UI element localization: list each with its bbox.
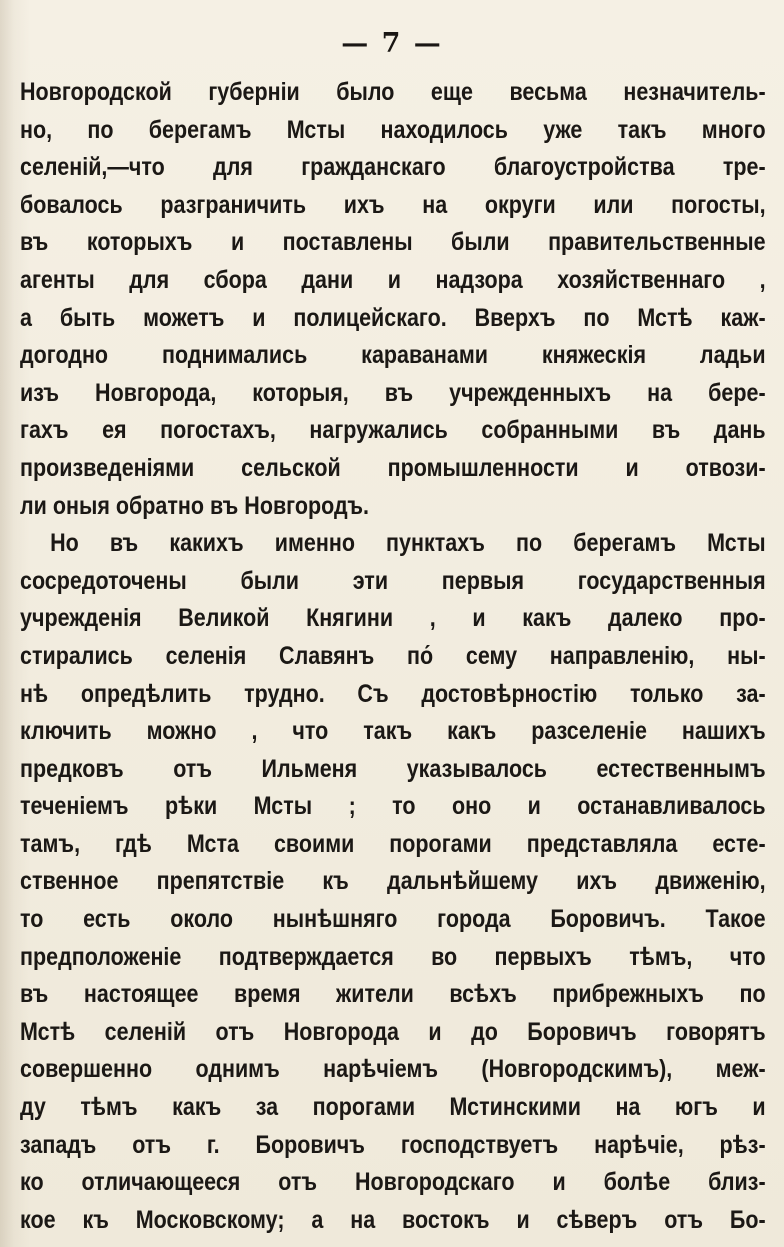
text-line: Новгородской губерніи было еще весьма незначитель- [20, 78, 766, 106]
text-line: въ которыхъ и поставлены были правительственные [20, 228, 766, 257]
text-line: но, по берегамъ Мсты находилось уже такъ много [20, 115, 766, 144]
text-line: учрежденія Великой Княгини , и какъ далеко про- [20, 604, 766, 633]
text-line: ключить можно , что такъ какъ разселеніе нашихъ [20, 717, 766, 746]
paragraph-1 [20, 74, 766, 525]
text-line: сосредоточены были эти первыя государственныя [20, 566, 766, 595]
text-line: ду тѣмъ какъ за порогами Мстинскими на югъ и [20, 1093, 766, 1122]
text-line: Мстѣ селеній отъ Новгорода и до Боровичъ говорятъ [20, 1017, 766, 1046]
text-line: ственное препятствіе къ дальнѣйшему ихъ движенію, [20, 867, 766, 896]
text-line: произведеніями сельской промышленности и отвози- [20, 453, 766, 482]
text-line: Но въ какихъ именно пунктахъ по берегамъ Мсты [50, 529, 766, 558]
paragraph-2 [20, 525, 766, 1239]
text-line: гахъ ея погостахъ, нагружались собранными въ дань [20, 416, 766, 445]
text-line: селеній,—что для гражданскаго благоустройства тре- [20, 153, 766, 182]
page-number: — 7 — [341, 28, 443, 59]
text-line: западъ отъ г. Боровичъ господствуетъ нарѣчіе, рѣз- [20, 1130, 766, 1159]
text-line: нѣ опредѣлить трудно. Съ достовѣрностію только за- [20, 679, 766, 708]
text-line: догодно поднимались караванами княжескія ладьи [20, 341, 766, 370]
text-line: предковъ отъ Ильменя указывалось естественнымъ [20, 754, 766, 783]
text-line: изъ Новгорода, которыя, въ учрежденныхъ на бере- [20, 378, 766, 407]
text-line: кое къ Московскому; а на востокъ и сѣверъ отъ Бо- [20, 1205, 766, 1234]
text-line: тамъ, гдѣ Мста своими порогами представляла есте- [20, 829, 766, 858]
text-line: то есть около нынѣшняго города Боровичъ. Такое [20, 905, 766, 934]
text-line: стирались селенія Славянъ по́ сему направленію, ны- [20, 641, 766, 670]
text-line: ли оныя обратно въ Новгородъ. [20, 491, 369, 520]
text-line: въ настоящее время жители всѣхъ прибрежныхъ по [20, 980, 766, 1009]
text-line: агенты для сбора дани и надзора хозяйственнаго , [20, 265, 766, 294]
text-line: предположеніе подтверждается во первыхъ тѣмъ, что [20, 942, 766, 971]
text-line: бовалось разграничить ихъ на округи или погосты, [20, 190, 766, 219]
text-line: теченіемъ рѣки Мсты ; то оно и останавливалось [20, 792, 766, 821]
text-line: совершенно однимъ нарѣчіемъ (Новгородскимъ), меж- [20, 1055, 766, 1084]
text-line: ко отличающееся отъ Новгородскаго и болѣе близ- [20, 1168, 766, 1197]
text-line: а быть можетъ и полицейскаго. Вверхъ по Мстѣ каж- [20, 303, 766, 332]
body-text [20, 74, 766, 1239]
